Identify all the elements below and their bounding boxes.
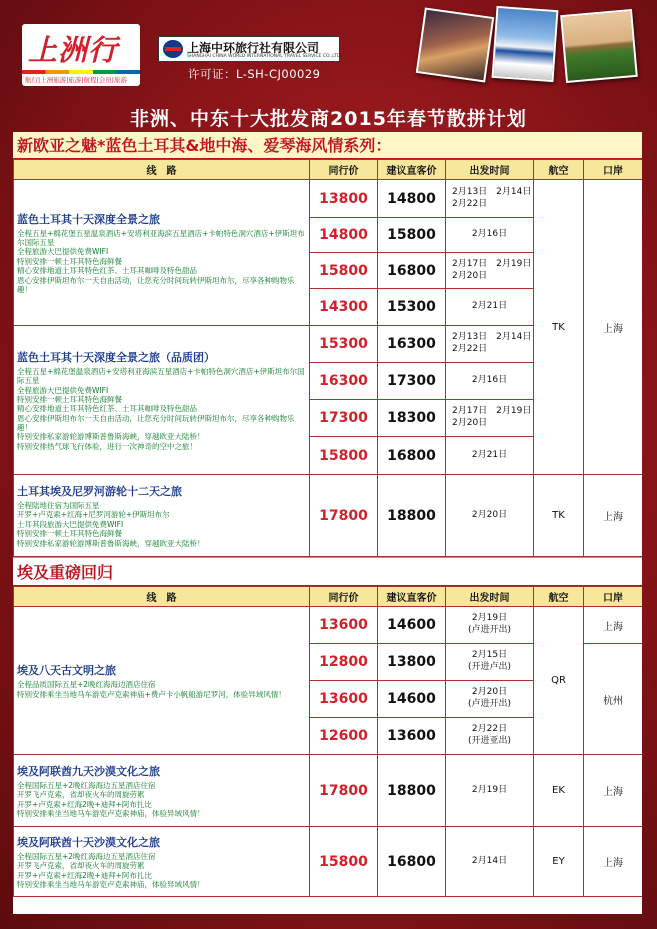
trade-price: 13600 (310, 681, 378, 718)
route-name: 埃及阿联酋十天沙漠文化之旅 (17, 835, 160, 849)
col-header-departure: 出发时间 (446, 160, 534, 180)
departure-port: 杭州 (584, 644, 643, 755)
departure-dates: 2月17日 2月19日 2月20日 (446, 253, 534, 289)
airline-code: EK (534, 755, 584, 827)
retail-price: 16800 (378, 827, 446, 897)
route-name: 蓝色土耳其十天深度全景之旅（品质团） (17, 350, 215, 364)
retail-price: 18300 (378, 400, 446, 437)
main-title: 非洲、中东十大批发商2015年春节散拼计划 (130, 108, 527, 130)
trade-price: 15300 (310, 326, 378, 363)
retail-price: 16800 (378, 253, 446, 289)
trade-price: 17300 (310, 400, 378, 437)
trade-price: 12600 (310, 718, 378, 755)
departure-dates: 2月20日 (卢进开出) (446, 681, 534, 718)
departure-dates: 2月14日 (446, 827, 534, 897)
retail-price: 14600 (378, 607, 446, 644)
col-header-route: 线 路 (14, 587, 310, 607)
airline-code: TK (534, 475, 584, 557)
table-header-row (14, 587, 643, 607)
col-header-airline: 航空 (534, 160, 584, 180)
route-name: 土耳其埃及尼罗河游轮十二天之旅 (17, 485, 182, 499)
retail-price: 14600 (378, 681, 446, 718)
col-header-retail-price: 建议直客价 (378, 160, 446, 180)
trade-price: 16300 (310, 363, 378, 400)
pyramids-photo (560, 9, 638, 83)
retail-price: 14800 (378, 180, 446, 218)
departure-port: 上海 (584, 607, 643, 644)
route-cell (14, 326, 310, 475)
col-header-airline: 航空 (534, 587, 584, 607)
departure-dates: 2月19日 (446, 755, 534, 827)
table-row (14, 755, 643, 827)
departure-port: 上海 (584, 180, 643, 475)
airline-code: EY (534, 827, 584, 897)
departure-dates: 2月21日 (446, 437, 534, 475)
route-description: 全程国际五星+2晚红海海边五星酒店住宿 开罗飞卢克索，省却夜火车的周旋劳累 开罗+卢克索+红海2晚+迪拜+阿布扎比 特别安排乘坐当地马车游览卢克索神庙，体验异域风情！ (17, 851, 205, 889)
route-cell (14, 827, 310, 897)
departure-dates: 2月13日 2月14日 2月22日 (446, 180, 534, 218)
route-description: 全程陆地住宿为国际五星 开罗+卢克索+红海+尼罗河游轮+伊斯坦布尔 土耳其段旅游大巴提供免费WIFI 特别安排一顿土耳其特色海鲜餐 特别安排私家游轮游博斯普鲁斯海峡，穿越欧亚大陆桥！ (17, 501, 205, 548)
airline-code: TK (534, 180, 584, 475)
departure-dates: 2月16日 (446, 363, 534, 400)
departure-dates: 2月17日 2月19日 2月20日 (446, 400, 534, 437)
table-row (14, 607, 643, 644)
table-header-row (14, 160, 643, 180)
col-header-trade-price: 同行价 (310, 587, 378, 607)
retail-price: 15300 (378, 289, 446, 326)
trade-price: 15800 (310, 827, 378, 897)
route-description: 全程五星+棉花堡温泉酒店+安塔利亚海滨五星酒店+卡帕特色洞穴酒店+伊斯坦布尔国际五星 全程旅游大巴提供免费WIFI 特别安排一顿土耳其特色海鲜餐 精心安排地道土耳其特色红茶、土耳其咖啡及特色甜品 恩心安排伊斯坦布尔一天自由活动，让您充分时间玩转伊斯坦布尔，尽享各种购物乐趣！ 特别安排私家游轮游博斯普鲁斯海峡，穿越欧亚大陆桥！ 特别安排热气球飞行体验，进行一次神奇的空中之旅！ (17, 366, 305, 451)
trade-price: 14300 (310, 289, 378, 326)
company-name-cn: 上海中环旅行社有限公司 (187, 41, 320, 55)
route-name: 埃及阿联酋九天沙漠文化之旅 (17, 764, 160, 778)
table-row (14, 180, 643, 218)
logo-stripes (22, 70, 140, 74)
license-number: 许可证：L-SH-CJ00029 (188, 67, 321, 81)
header (0, 0, 657, 98)
col-header-port: 口岸 (584, 587, 643, 607)
departure-dates: 2月13日 2月14日 2月22日 (446, 326, 534, 363)
trade-price: 12800 (310, 644, 378, 681)
departure-dates: 2月15日 (开进卢出) (446, 644, 534, 681)
retail-price: 13600 (378, 718, 446, 755)
company-emblem-icon (163, 40, 183, 58)
trade-price: 14800 (310, 218, 378, 253)
route-description: 全程品质国际五星+2晚红海海边酒店住宿 特别安排乘坐当地马车游览卢克索神庙+费卢卡小帆船游尼罗河，体验异域风情！ (17, 680, 286, 699)
turkey-price-table (13, 159, 642, 557)
retail-price: 17300 (378, 363, 446, 400)
route-name: 埃及八天古文明之旅 (17, 664, 116, 678)
retail-price: 16800 (378, 437, 446, 475)
retail-price: 18800 (378, 475, 446, 557)
trade-price: 15800 (310, 253, 378, 289)
table-row (14, 827, 643, 897)
departure-port: 上海 (584, 475, 643, 557)
col-header-trade-price: 同行价 (310, 160, 378, 180)
logo-subtitle: 航行|上洲旅游|旅游|航程|会员|旅游 (25, 76, 127, 84)
retail-price: 15800 (378, 218, 446, 253)
col-header-departure: 出发时间 (446, 587, 534, 607)
company-name-en: SHANGHAI CHINA WORLD INTERNATIONAL TRAVEL SERVICE CO.,LTD. (187, 54, 342, 59)
section-title-egypt: 埃及重磅回归 (13, 557, 642, 586)
retail-price: 18800 (378, 755, 446, 827)
logo-text: 上洲行 (28, 33, 119, 67)
departure-port: 上海 (584, 827, 643, 897)
route-cell (14, 755, 310, 827)
section-title-turkey: 新欧亚之魅*蓝色土耳其&地中海、爱琴海风情系列： (13, 132, 642, 159)
route-description: 全程五星+棉花堡五星温泉酒店+安塔利亚海滨五星酒店+卡帕特色洞穴酒店+伊斯坦布尔国际五星 全程旅游大巴提供免费WIFI 特别安排一顿土耳其特色海鲜餐 精心安排地道土耳其特色红茶、土耳其咖啡及特色甜品 恩心安排伊斯坦布尔一天自由活动，让您充分时间玩转伊斯坦布尔，尽享各种购物乐趣！ (17, 228, 305, 294)
departure-dates: 2月21日 (446, 289, 534, 326)
cappadocia-photo (416, 7, 495, 82)
departure-port: 上海 (584, 755, 643, 827)
retail-price: 16300 (378, 326, 446, 363)
retail-price: 13800 (378, 644, 446, 681)
santorini-photo (492, 6, 559, 82)
price-sheet (13, 132, 642, 914)
table-row (14, 475, 643, 557)
departure-dates: 2月20日 (446, 475, 534, 557)
departure-dates: 2月19日 (卢进开出) (446, 607, 534, 644)
departure-dates: 2月16日 (446, 218, 534, 253)
col-header-port: 口岸 (584, 160, 643, 180)
route-cell (14, 475, 310, 557)
col-header-route: 线 路 (14, 160, 310, 180)
route-cell (14, 607, 310, 755)
airline-code: QR (534, 607, 584, 755)
route-cell (14, 180, 310, 326)
company-logo (158, 36, 340, 62)
col-header-retail-price: 建议直客价 (378, 587, 446, 607)
departure-dates: 2月22日 (开进亚出) (446, 718, 534, 755)
trade-price: 13800 (310, 180, 378, 218)
trade-price: 17800 (310, 475, 378, 557)
brand-logo (22, 24, 140, 86)
egypt-price-table (13, 586, 642, 897)
route-name: 蓝色土耳其十天深度全景之旅 (17, 212, 160, 226)
trade-price: 15800 (310, 437, 378, 475)
trade-price: 13600 (310, 607, 378, 644)
trade-price: 17800 (310, 755, 378, 827)
route-description: 全程国际五星+2晚红海海边五星酒店住宿 开罗飞卢克索，省却夜火车的周旋劳累 开罗+卢克索+红海2晚+迪拜+阿布扎比 特别安排乘坐当地马车游览卢克索神庙，体验异域风情！ (17, 780, 205, 818)
